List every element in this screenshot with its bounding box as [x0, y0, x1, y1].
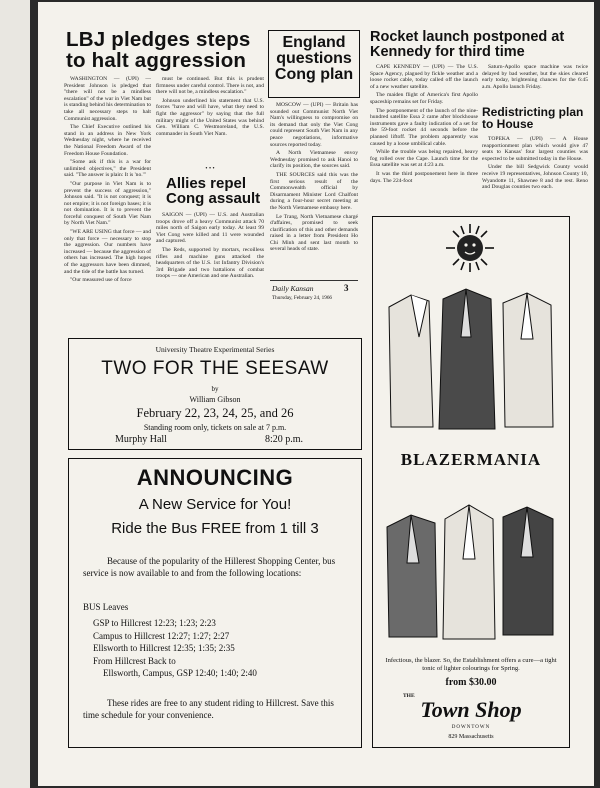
lbj-paragraph: The Chief Executive outlined his stand in an address in New York Wednesday night, where he received the National Freedom Award of the Freedom House Foundation.: [64, 124, 151, 157]
lbj-column-2: [156, 76, 264, 166]
bus-leaves-label: BUS Leaves: [83, 602, 129, 612]
rocket-headline: Rocket launch postponed at Kennedy for third time: [370, 29, 565, 60]
blazer-ad: [372, 216, 570, 748]
newspaper-page: [38, 2, 594, 786]
rocket-paragraph: It was the third postponement here in three days. The 224-foot: [370, 170, 478, 184]
masthead-date: Thursday, February 24, 1966: [272, 295, 333, 301]
lbj-headline: LBJ pledges steps to halt aggression: [66, 28, 251, 72]
adjacent-page-strip: [0, 0, 30, 788]
bus-route: Campus to Hillcrest 12:27; 1:27; 2:27: [93, 630, 230, 641]
rocket-column-2: [482, 64, 588, 104]
rocket-paragraph: The postponement of the launch of the nine-hundred satellite Essa 2 came after blockhouse instruments gave a faulty indication of a set for the 59-foot rocket 44 seconds before the planned liftoff. The problem apparently was caused by a loose umbilical cable.: [370, 107, 478, 147]
rocket-paragraph: CAPE KENNEDY — (UPI) — The U.S. Space Agency, plagued by fickle weather and a loose rocket cable, today called off the launch of a new weather satellite.: [370, 64, 478, 90]
lbj-paragraph: "WE ARE USING that force — and only that force — necessary to stop the aggression. Our numbers have increased — because the aggression of others has increased. The high hopes of the aggressors have been dimmed, and the tide of the battle has turned.: [64, 229, 151, 275]
bus-subhead-1: A New Service for You!: [138, 496, 292, 513]
england-paragraph: THE SOURCES said this was the first serious result of the Commonwealth official by Disarmament Minister Lord Chalfont during a four-hour secret meeting at the North Vietnamese embassy here.: [270, 171, 358, 211]
store-logo: Town Shop: [420, 697, 522, 722]
england-body: [270, 102, 358, 282]
lbj-paragraph: "Some ask if this is a war for unlimited objectives," the President said. "The answer is plain: It is 'no.'": [64, 159, 151, 179]
theatre-time: 8:20 p.m.: [265, 434, 304, 445]
bus-route: Ellsworth, Campus, GSP 12:40; 1:40; 2:40: [103, 668, 257, 679]
masthead-rule: [270, 280, 358, 281]
lbj-paragraph: "Our measured use of force: [70, 277, 132, 284]
england-paragraph: Le Trang, North Vietnamese chargé d'affaires, promised to seek clarification of this and other demands raised in a letter from President Ho Chi Minh and sent last month to several heads of state.: [270, 213, 358, 253]
theatre-ad: [68, 338, 362, 450]
bus-route: GSP to Hillcrest 12:23; 1:23; 2:23: [93, 618, 216, 628]
store-address: 829 Massachusetts: [448, 734, 494, 740]
redistricting-headline: Redistricting plan to House: [482, 105, 584, 131]
rocket-paragraph: While the trouble was being repaired, heavy fog rolled over the Cape. Launch time for the Essa satellite was set at 4:23 a.m.: [370, 149, 478, 169]
theatre-dates: February 22, 23, 24, 25, and 26: [136, 406, 294, 420]
lbj-paragraph: must be continued. But this is prudent firmness under careful control. There is not, and there will not be, a mindless escalation.": [156, 76, 264, 96]
theatre-venue: Murphy Hall: [115, 434, 167, 445]
england-headline: England questions Cong plan: [274, 34, 354, 83]
redistricting-paragraph: Under the bill Sedgwick County would receive 19 representatives, Johnson County 10, Wyandotte 11, Shawnee 8 and the rest. Reno and Douglas counties two each.: [482, 164, 588, 191]
redistricting-body: [482, 136, 588, 212]
allies-paragraph: The Reds, supported by mortars, recoilless rifles and machine guns attacked the headquarters of the U.S. 1st Infantry Division's 3rd Brigade and two battalions of combat troops — one American and one Australian.: [156, 246, 264, 280]
store-the: THE: [403, 693, 415, 699]
rocket-paragraph: The maiden flight of America's first Apollo spaceship remains set for Friday.: [370, 92, 478, 105]
redistricting-paragraph: TOPEKA — (UPI) — A House reapportionment plan which would give 47 seats to Kansas' four largest counties was expected to be submitted today in the House.: [482, 136, 588, 162]
lbj-column-1: [64, 76, 151, 328]
theatre-series: University Theatre Experimental Series: [155, 345, 275, 354]
bus-intro: Because of the popularity of the Hillerest Shopping Center, bus service is now available to and from the following locations:: [83, 556, 336, 579]
england-paragraph: A North Vietnamese envoy Wednesday promised to ask Hanoi to clarify its position, the sources said.: [270, 150, 358, 170]
allies-body: [156, 212, 264, 330]
england-headline-box: [268, 30, 360, 98]
blazer-copy: Infectious, the blazer. So, the Establishment offers a cure—a tight tonic of lighter colourings for Spring.: [385, 657, 557, 673]
section-dots: • • •: [205, 166, 215, 172]
lbj-paragraph: "Our purpose in Viet Nam is to prevent the success of aggression," Johnson said. "It is not conquest; it is not empire; it is not foreign bases; it is not domination. It is to prevent the forceful conquest of South Viet Nam by North Viet Nam.": [64, 180, 151, 227]
bus-service-ad: [68, 458, 362, 748]
theatre-author: William Gibson: [189, 395, 241, 404]
blazer-price: from $30.00: [445, 677, 497, 688]
bus-subhead-2: Ride the Bus FREE from 1 till 3: [111, 520, 319, 537]
theatre-tickets: Standing room only, tickets on sale at 7 p.m.: [143, 423, 287, 432]
blazer-illustration-top: [381, 277, 561, 437]
lbj-paragraph: Johnson underlined his statement that U.S. forces "have and will have, what they need to fight the aggressor" by saying that the full military might of the United States was behind Gen. William C. Westmoreland, the U.S. commander in South Viet Nam.: [156, 97, 264, 137]
lbj-paragraph: WASHINGTON — (UPI) — President Johnson is pledged that "there will not be a mindless escalation" of the war in Viet Nam but is standing behind his determination to take all necessary steps to halt Communist aggression.: [64, 76, 151, 122]
theatre-by: by: [211, 385, 219, 393]
bus-route-list: [93, 617, 355, 680]
bus-headline: ANNOUNCING: [136, 465, 294, 490]
bus-outro: These rides are free to any student riding to Hillcrest. Save this time schedule for your convenience.: [83, 698, 334, 721]
rocket-paragraph: Saturn-Apollo space machine was twice delayed by bad weather, but the skies cleared early today, brightening chances for the 6:45 a.m. Apollo launch Friday.: [482, 64, 588, 90]
theatre-title: TWO FOR THE SEESAW: [101, 358, 329, 379]
blazer-illustration-bottom: [381, 493, 561, 643]
allies-headline: Allies repel Cong assault: [166, 175, 261, 207]
rocket-column-1: [370, 64, 478, 212]
page-number: 3: [344, 283, 349, 293]
blazermania-banner: BLAZERMANIA: [400, 450, 542, 469]
bus-route: Ellsworth to Hillcrest 12:35; 1:35; 2:35: [93, 643, 235, 654]
allies-paragraph: SAIGON — (UPI) — U.S. and Australian troops drove off a heavy Communist attack 70 miles north of Saigon early today. At least 99 Viet Cong were killed and 11 were wounded and captured.: [156, 212, 264, 245]
store-downtown: DOWNTOWN: [451, 725, 491, 730]
bus-route: From Hillcrest Back to: [93, 655, 176, 666]
england-paragraph: MOSCOW — (UPI) — Britain has sounded out Communist North Viet Nam's willingness to compromise on its demand that only the Viet Cong could represent South Viet Nam in any peace negotiations, informative sources reported today.: [270, 102, 358, 148]
sun-logo: [445, 223, 495, 273]
masthead-name: Daily Kansan: [272, 284, 314, 293]
